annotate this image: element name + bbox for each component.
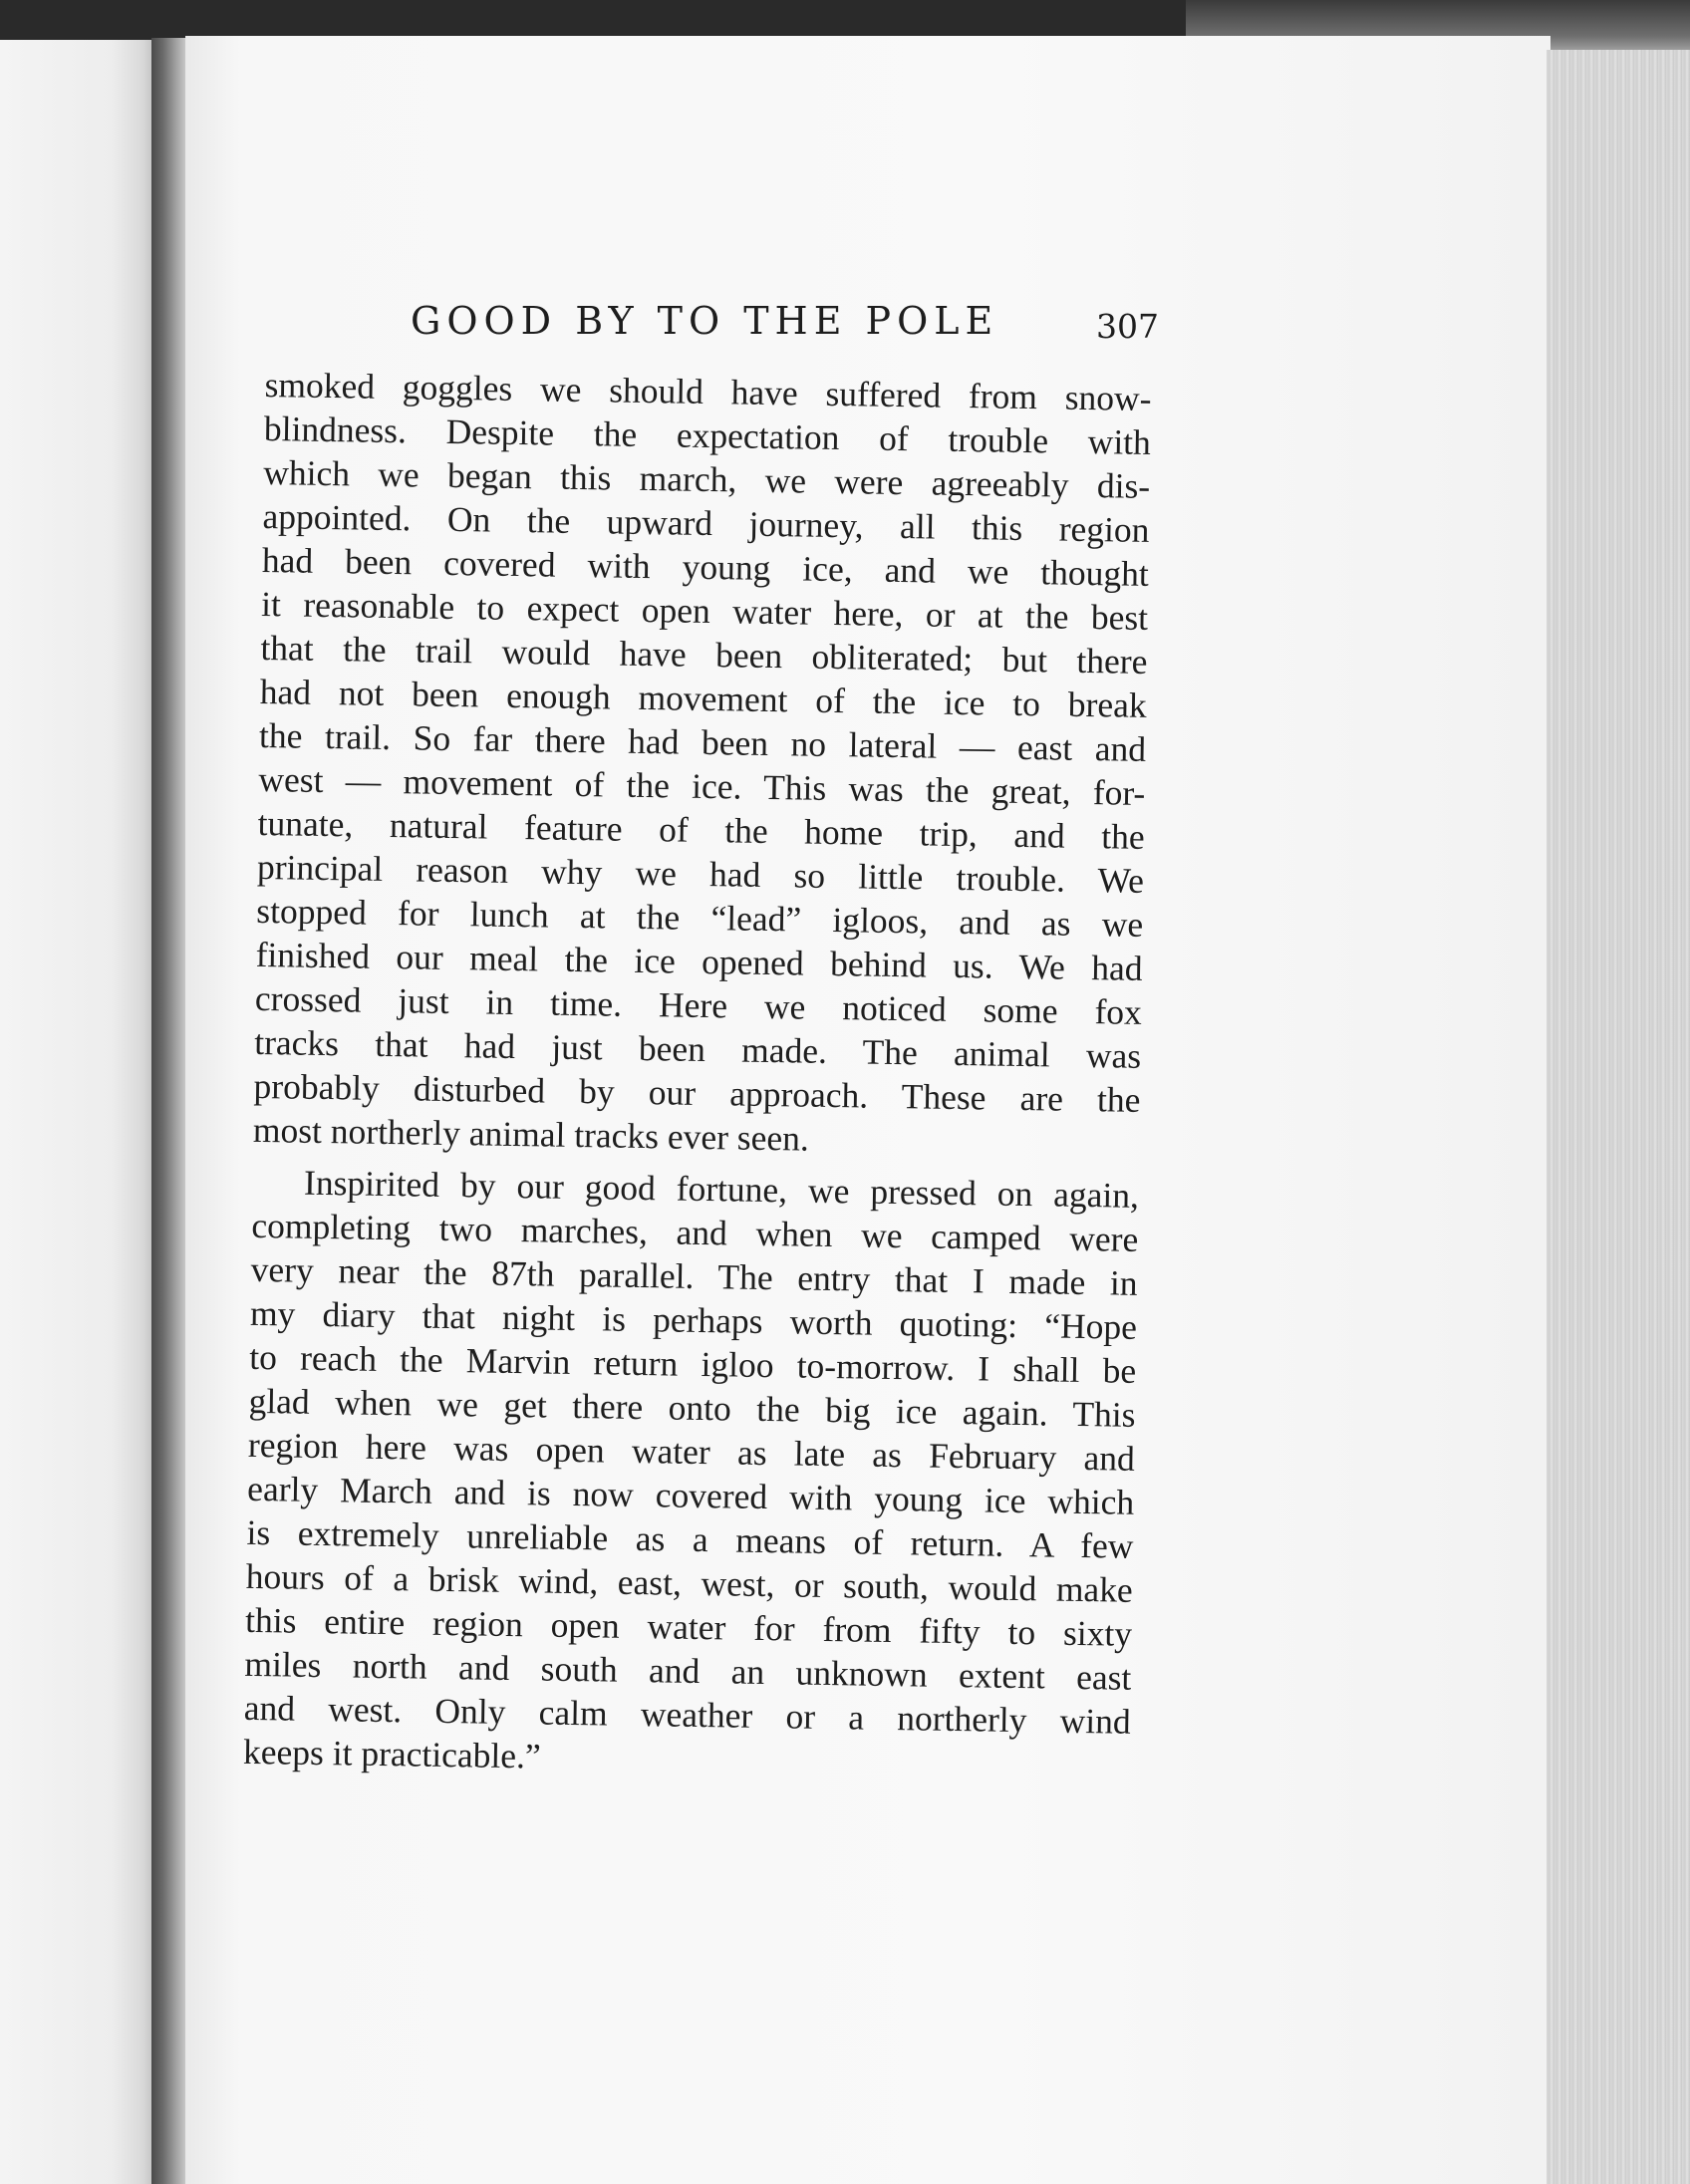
- text-line: it reasonable to expect open water here, or at the best: [260, 583, 1149, 638]
- text-line: is extremely unreliable as a means of return. A few: [246, 1511, 1134, 1566]
- text-line: the trail. So far there had been no lateral — east and: [258, 714, 1147, 769]
- text-line: blindness. Despite the expectation of trouble with: [263, 408, 1152, 462]
- text-line: tunate, natural feature of the home trip, and the: [257, 802, 1145, 857]
- text-line: crossed just in time. Here we noticed some fox: [254, 977, 1143, 1032]
- text-line: probably disturbed by our approach. These are the: [253, 1065, 1141, 1120]
- text-line: my diary that night is perhaps worth quoting: “Hope: [249, 1292, 1138, 1347]
- page-number: 307: [1096, 307, 1159, 346]
- text-line: had been covered with young ice, and we thought: [261, 539, 1150, 594]
- text-line: miles north and south and an unknown extent east: [244, 1643, 1132, 1698]
- text-line: principal reason why we had so little trouble. We: [256, 846, 1145, 901]
- text-line: stopped for lunch at the “lead” igloos, and as we: [256, 890, 1144, 945]
- text-line: finished our meal the ice opened behind us. We had: [255, 934, 1143, 988]
- text-line: west — movement of the ice. This was the great, for-: [258, 758, 1146, 813]
- text-line: which we began this march, we were agreeably dis-: [262, 451, 1151, 506]
- paragraph-2: [243, 1160, 1140, 1787]
- facing-page-edge: [0, 40, 159, 2184]
- text-line: most northerly animal tracks ever seen.: [252, 1109, 810, 1159]
- text-line: very near the 87th parallel. The entry that I made in: [250, 1248, 1138, 1303]
- text-line: this entire region open water for from fifty to sixty: [244, 1599, 1133, 1654]
- paragraph-1: [253, 363, 1152, 1166]
- text-line: to reach the Marvin return igloo to-morrow. I shall be: [249, 1336, 1137, 1391]
- text-line: that the trail would have been obliterated; but there: [260, 627, 1148, 682]
- text-line: smoked goggles we should have suffered from snow-: [264, 364, 1152, 418]
- text-line: and west. Only calm weather or a northerly wind: [243, 1687, 1131, 1742]
- text-line: had not been enough movement of the ice to break: [259, 671, 1148, 725]
- text-line: Inspirited by our good fortune, we pressed on again,: [303, 1162, 1140, 1216]
- body-text: [243, 363, 1152, 1787]
- text-line: region here was open water as late as February and: [247, 1424, 1136, 1479]
- text-line: completing two marches, and when we camped were: [251, 1205, 1139, 1259]
- text-line: hours of a brisk wind, east, west, or south, would make: [245, 1555, 1134, 1610]
- book-gutter: [151, 38, 189, 2184]
- page-edges: [1547, 50, 1690, 2184]
- text-line: tracks that had just been made. The animal was: [253, 1021, 1142, 1076]
- text-line: keeps it practicable.”: [242, 1731, 542, 1776]
- text-line: appointed. On the upward journey, all this region: [262, 495, 1150, 550]
- text-line: glad when we get there onto the big ice again. This: [248, 1380, 1136, 1435]
- text-line: early March and is now covered with young ice which: [246, 1468, 1135, 1522]
- running-head-title: GOOD BY TO THE POLE: [411, 299, 999, 343]
